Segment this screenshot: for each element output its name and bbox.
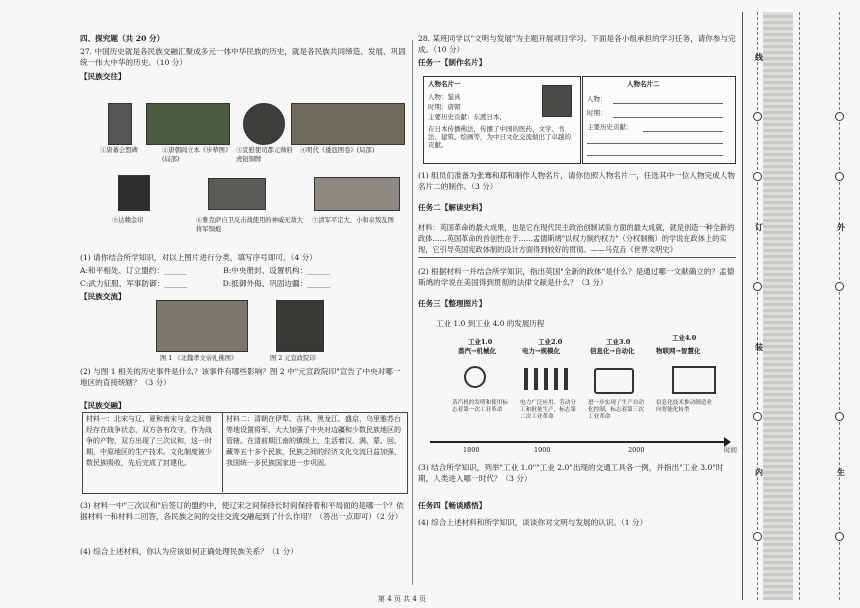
material-2: 材料二：清朝在伊犁、吉林、黑龙江、盛京、乌里雅苏台等地设置将军，大大加强了中央对边疆和少数民族地区的管辖。在清前期江南的镇级上，生活着汉、满、蒙、回、藏等五十多个民族，民族之间的经济文化交流日益加强，我国统一多民族国家进一步巩固。 bbox=[226, 415, 401, 467]
task-4-heading: 任务四【畅谈感悟】 bbox=[418, 501, 487, 510]
power-line-icon bbox=[524, 368, 570, 390]
section-heading: 四、探究题（共 20 分） bbox=[80, 34, 165, 43]
stage-4-sub: 物联网→智慧化 bbox=[656, 347, 701, 355]
material-1: 材料一：北宋与辽、夏和南宋与金之间曾经存在战争状态，双方各有攻守，作为战争的产物，双方出现了三次议和，这一时期，中原地区的生产技术、文化制度被少数民族吸收，先后完成了封建化。 bbox=[86, 415, 212, 467]
stage-4-label: 工业4.0 bbox=[672, 334, 697, 342]
timeline-axis bbox=[430, 441, 726, 443]
q1-block bbox=[80, 252, 408, 302]
margin-label-5: 外 bbox=[837, 222, 845, 232]
axis-time-label: 时间 bbox=[724, 446, 737, 454]
margin-label-1: 线 bbox=[755, 52, 763, 62]
question-27-2: (2) 与图 1 相关的历史事件是什么？该事件有哪些影响？图 2 中"元宣政院印"宣告了中央对哪一地区的直接统辖？（3 分） bbox=[80, 367, 401, 387]
card-1-contribution: 主要历史贡献：东渡日本， bbox=[428, 113, 506, 121]
stage-4-note: 信息化技术推动制造业向智能化转型 bbox=[656, 400, 712, 413]
tang-tibet-stele-image bbox=[108, 103, 132, 145]
option-d: D:抵御外侮、巩固边疆：______ bbox=[222, 279, 330, 288]
question-27: 27. 中国历史就是各民族交融汇聚成多元一体中华民族的历史，就是各民族共同缔造、发展、巩固统一伟大中华的历史。（10 分） bbox=[80, 47, 406, 67]
question-28-1: (1) 组员们准备为张骞和郑和制作人物名片，请你仿照人物名片一，任选其中一位人物完成人物名片二的制作。（3 分） bbox=[418, 171, 735, 191]
page-footer: 第 4 页 共 4 页 bbox=[378, 595, 427, 603]
caption-5: ⑤达赖金印 bbox=[112, 217, 144, 224]
question-28-4: (4) 综合上述材料和所学知识，谈谈你对文明与发展的认识。（1 分） bbox=[418, 518, 648, 527]
beiwei-relief-image bbox=[156, 300, 248, 352]
timeline-title: 工业 1.0 到工业 4.0 的发展历程 bbox=[436, 319, 545, 328]
q28-2-block bbox=[418, 266, 736, 309]
bunian-tu-image bbox=[146, 103, 230, 145]
task-3-heading: 任务三【整理图片】 bbox=[418, 299, 487, 308]
card-1-period: 时期：唐朝 bbox=[428, 103, 461, 111]
caption-6: ⑥雅克萨自卫反击战使用的神威无敌大将军铜炮 bbox=[196, 217, 304, 233]
question-28-2: (2) 根据材料一并结合所学知识，指出英国"全新的政体"是什么？是通过哪一文献确立的？孟德斯鸠的学说在美国得到贯彻的法律文献是什么？（3 分） bbox=[418, 267, 735, 287]
caption-3: ③宣慰使司都元帅府虎钮铜牌 bbox=[236, 147, 293, 163]
xuanzheng-seal-image bbox=[276, 300, 324, 352]
robot-arm-icon bbox=[594, 368, 634, 394]
card-2-period: 时期： bbox=[587, 109, 607, 117]
card-1-detail: 在日本传播佛法，传播了中国的医药、文学、书法、建筑、绘画等，为中日文化交流做出了卓越的贡献。 bbox=[428, 125, 571, 149]
margin-label-4: 内 bbox=[755, 467, 763, 477]
margin-label-3: 装 bbox=[755, 342, 763, 352]
stage-1-sub: 蒸汽→机械化 bbox=[458, 347, 496, 355]
column-divider bbox=[412, 40, 413, 585]
option-b: B:中央册封、设置机构：______ bbox=[223, 266, 330, 275]
dalai-seal-image bbox=[118, 175, 150, 211]
question-27-4: (4) 综合上述材料，你认为应该如何正确处理民族关系？（1 分） bbox=[80, 547, 298, 556]
card-1-title: 人物名片一 bbox=[428, 80, 461, 88]
task-1-heading: 任务一【制作名片】 bbox=[418, 58, 487, 67]
jiaorong-block bbox=[80, 400, 408, 411]
question-27-1: (1) 请你结合所学知识，对以上图片进行分类，填写序号即可。（4 分） bbox=[80, 253, 317, 262]
caption-2: ②唐朝阎立本《步辇图》(局部) bbox=[162, 147, 232, 163]
margin-label-2: 订 bbox=[755, 222, 763, 232]
stage-3-label: 工业3.0 bbox=[606, 338, 631, 346]
minzu-jiaoliu-heading: 【民族交流】 bbox=[80, 292, 126, 301]
bronze-plate-image bbox=[243, 103, 285, 145]
question-28: 28. 某班同学以"文明与发展"为主题开展项目学习。下面是各小组承担的学习任务，请你参与完成。（10 分） bbox=[418, 34, 736, 54]
card-2-title: 人物名片二 bbox=[627, 80, 660, 88]
margin-label-6: 生 bbox=[837, 467, 845, 477]
binding-texture bbox=[763, 12, 793, 600]
jianzhen-statue-image bbox=[542, 85, 572, 117]
card-2-contribution: 主要历史贡献： bbox=[587, 123, 633, 131]
question-27-3: (3) 材料一中"三次议和"后签订的盟约中，使辽宋之间保持长时间保持着和平局面的是哪一个？依据材料一和材料二回答，各民族之间的交往交流交融起到了什么作用？（答出一点即可）（2 分） bbox=[80, 501, 404, 521]
iot-device-icon bbox=[672, 366, 716, 394]
right-column bbox=[418, 33, 736, 68]
option-c: C:武力征服、军事防御：______ bbox=[80, 279, 188, 288]
stage-2-note: 电力广泛应用、劳动分工和批量生产，标志第二次工业革命 bbox=[520, 400, 576, 420]
option-a: A:和平相处、订立盟约：______ bbox=[80, 266, 187, 275]
binding-margin bbox=[742, 12, 853, 600]
q3-block bbox=[80, 500, 408, 522]
material-divider bbox=[222, 412, 223, 492]
stage-1-note: 蒸汽机的发明和使用标志着第一次工业革命 bbox=[452, 400, 508, 413]
wokou-scroll-image bbox=[291, 103, 405, 145]
task-2-material: 材料：英国革命的最大成果，也是它在现代民主政治创制试验方面的最大成就，就是创造一种全新的政体……英国革命的首创性在于……孟德斯鸠"以权力制约权力"（分权制衡）的学说在政体上的实现，它引导英国宪政体制的设计方面得到较好的贯彻。——马克垚《世界文明史》 bbox=[418, 222, 736, 258]
axis-1800: 1800 bbox=[463, 446, 480, 454]
q28-1-block bbox=[418, 170, 736, 213]
quote-block bbox=[418, 222, 736, 258]
q28-3-block bbox=[418, 462, 736, 528]
q2-block bbox=[80, 366, 408, 388]
steam-engine-icon bbox=[464, 366, 486, 388]
task-2-heading: 任务二【解读史料】 bbox=[418, 203, 487, 212]
caption-1: ①唐蕃会盟碑 bbox=[100, 147, 138, 154]
cannon-image bbox=[208, 178, 266, 210]
card-2-person: 人物： bbox=[587, 95, 607, 103]
caption-4: ④明代《倭寇图卷》(局部) bbox=[300, 147, 375, 154]
minzu-jiaorong-heading: 【民族交融】 bbox=[80, 401, 126, 410]
qing-war-image bbox=[314, 177, 400, 211]
minzu-jiaowang-heading: 【民族交往】 bbox=[80, 72, 126, 81]
question-28-3: (3) 结合所学知识，列举"工业 1.0""工业 2.0"出现的交通工具各一例，并指出"工业 3.0"时期，人类进入哪一时代？（3 分） bbox=[418, 463, 724, 483]
person-card-1 bbox=[423, 76, 581, 164]
q4-block bbox=[80, 546, 408, 557]
left-column bbox=[80, 33, 408, 82]
stage-2-sub: 电力→规模化 bbox=[522, 347, 560, 355]
stage-3-sub: 信息化→自动化 bbox=[590, 347, 635, 355]
figure-1-caption: 图 1 《北魏孝文帝礼佛图》 bbox=[160, 355, 238, 362]
stage-1-label: 工业1.0 bbox=[468, 338, 493, 346]
person-card-2 bbox=[582, 76, 736, 164]
stage-2-label: 工业2.0 bbox=[538, 338, 563, 346]
figure-2-caption: 图 2 元宣政院印 bbox=[270, 355, 316, 362]
card-1-person: 人物：鉴真 bbox=[428, 93, 461, 101]
stage-3-note: 进一步实现了生产自动化控制，标志着第三次工业革命 bbox=[588, 400, 644, 420]
caption-7: ⑦清军平定大、小和卓叛乱图 bbox=[312, 217, 394, 224]
axis-2000: 2000 bbox=[628, 446, 645, 454]
axis-1900: 1900 bbox=[534, 446, 551, 454]
